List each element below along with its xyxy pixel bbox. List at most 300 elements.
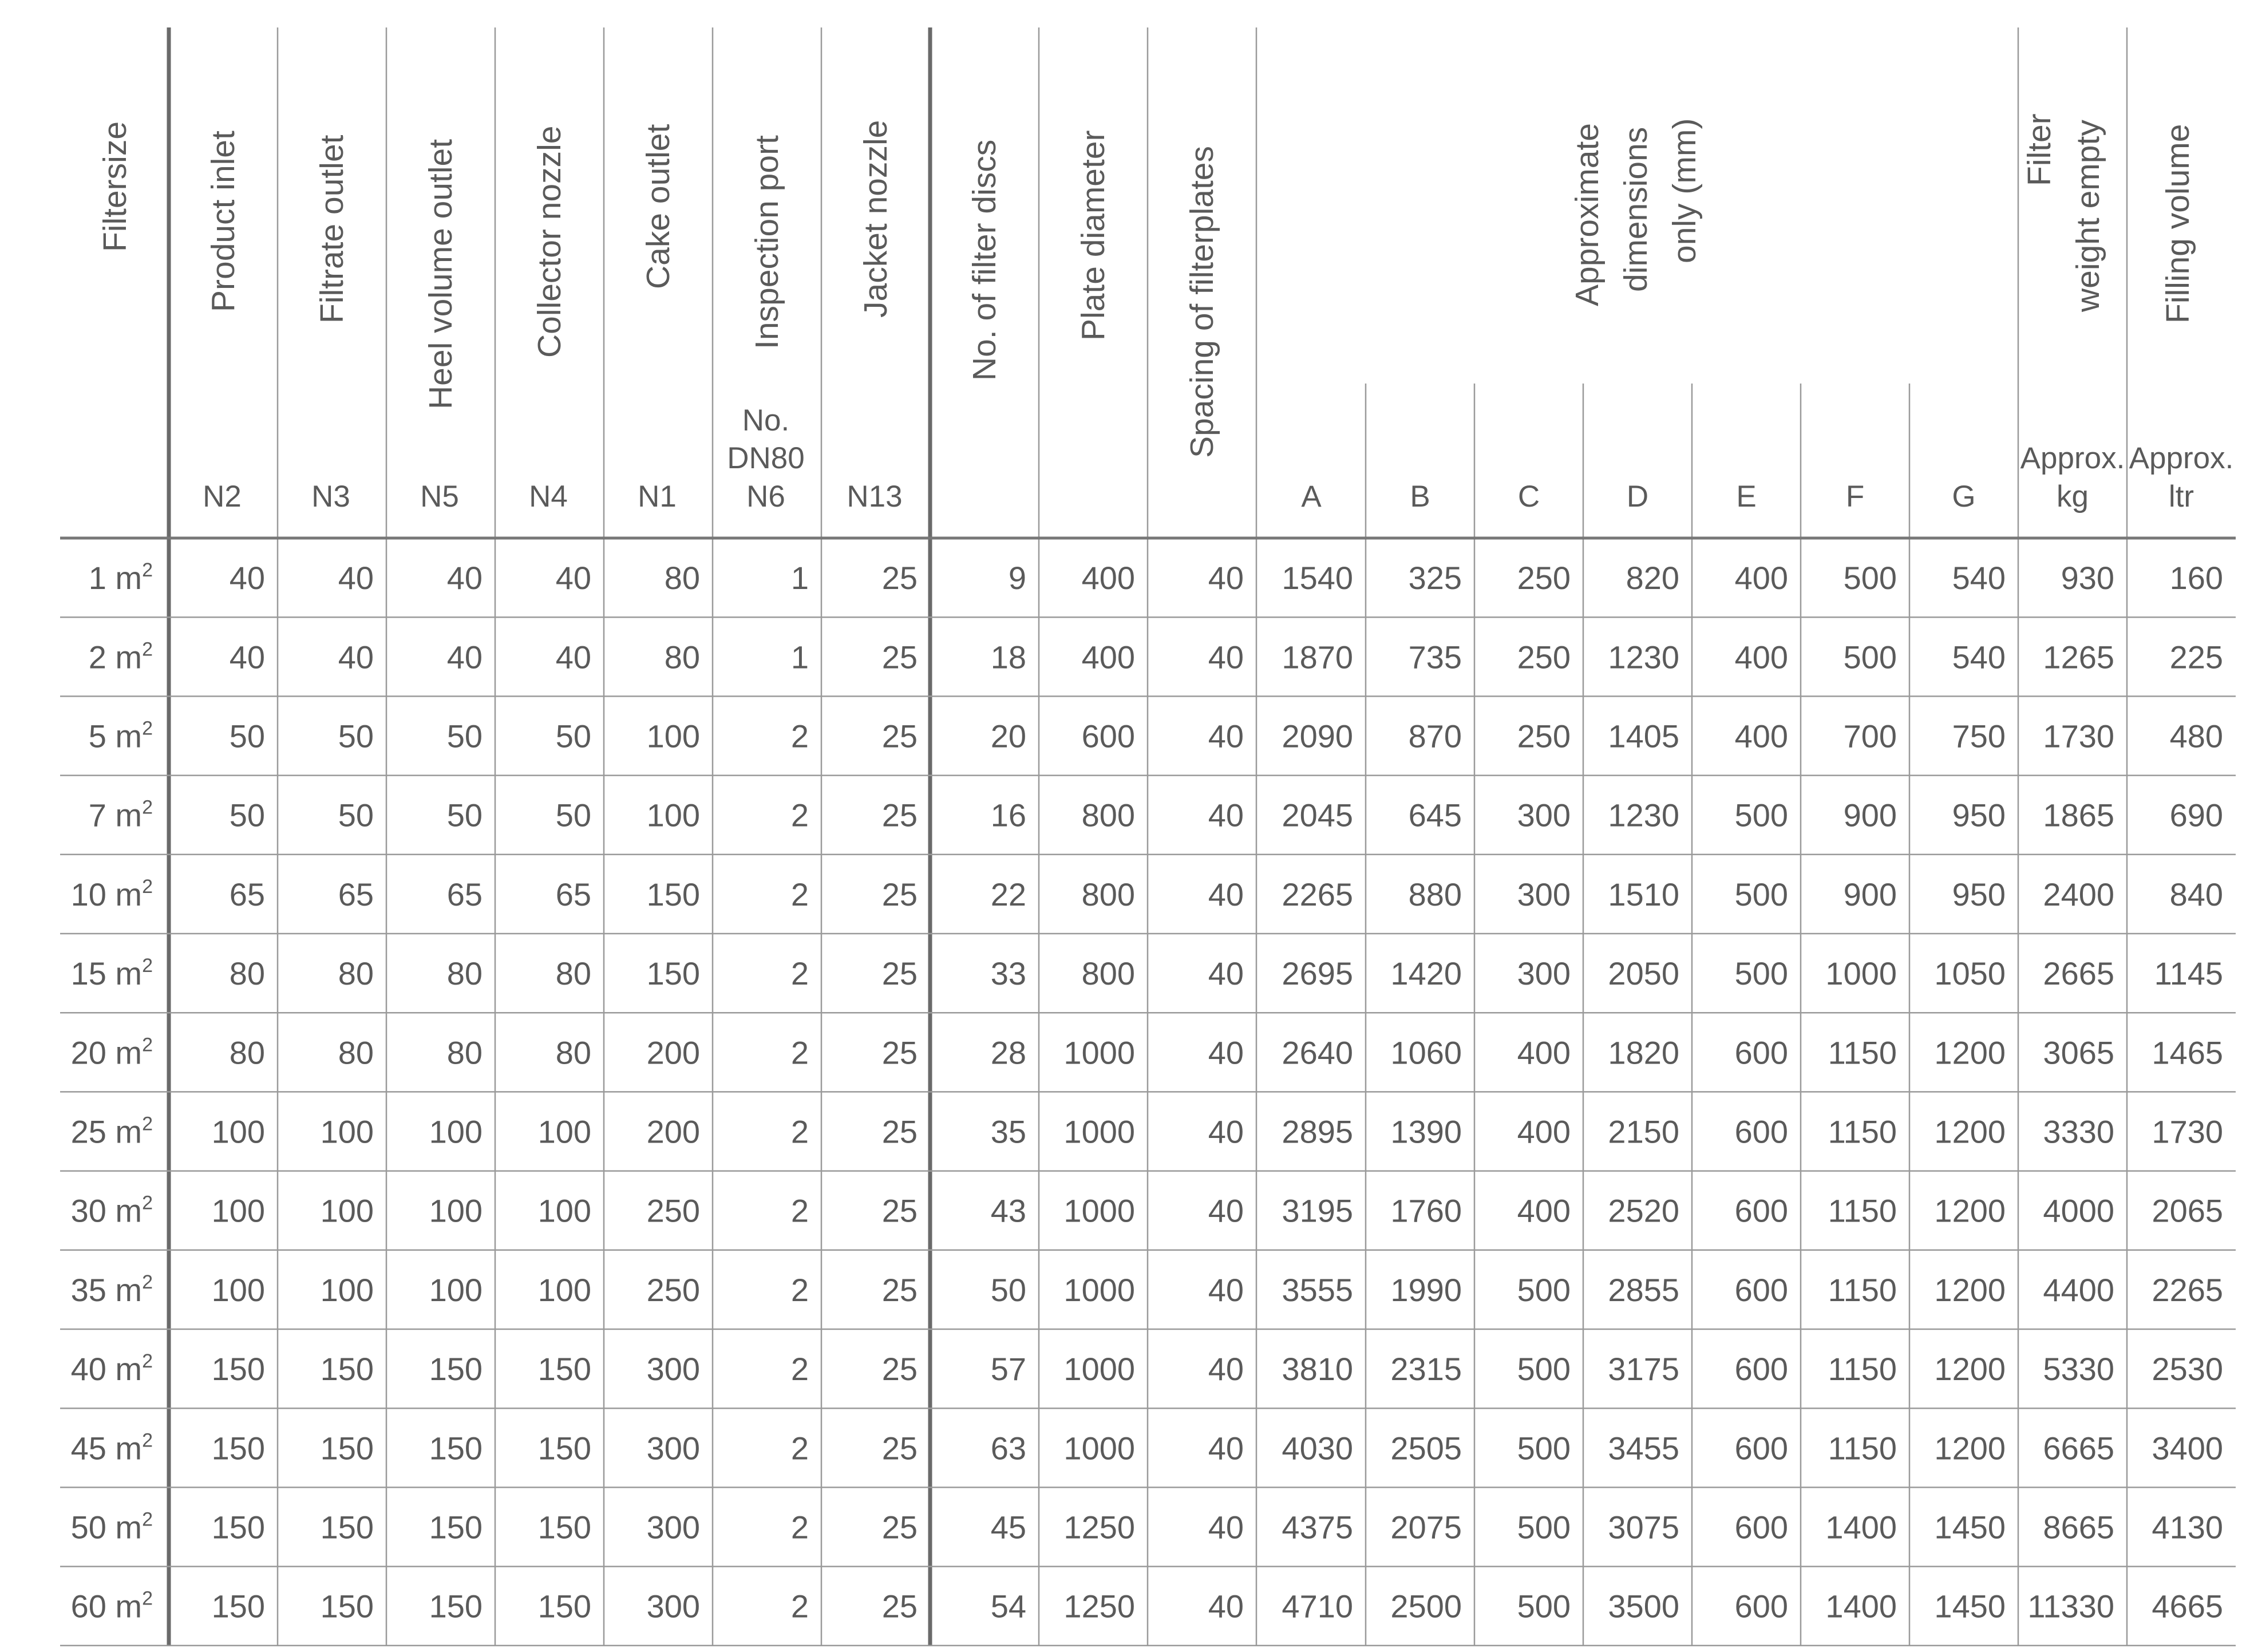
table-cell: 1150 (1828, 1113, 1897, 1150)
table-cell: 300 (1517, 797, 1571, 833)
table-cell: 50 (446, 797, 483, 833)
table-cell: 1230 (1608, 639, 1679, 675)
table-cell: 1465 (2152, 1034, 2223, 1071)
table-cell: 870 (1408, 718, 1462, 754)
table-cell: 1050 (1934, 955, 2006, 992)
subheader-dim-b: B (1410, 480, 1430, 513)
table-cell: 500 (1843, 639, 1897, 675)
subheader-volume-approx: Approx. (2129, 441, 2234, 475)
table-cell: 40 (1208, 560, 1244, 596)
table-cell: 1 (790, 560, 809, 596)
table-cell: 11330 (2027, 1588, 2114, 1625)
header-filter-weight-line2: weight empty (2070, 120, 2106, 312)
cell-filtersize: 50 $m^2$ (70, 1508, 153, 1546)
table-cell: 40 (446, 639, 483, 675)
table-cell: 1200 (1934, 1271, 2006, 1308)
table-cell: 4710 (1282, 1588, 1353, 1625)
table-cell: 400 (1517, 1192, 1571, 1229)
table-cell: 2 (790, 1192, 809, 1229)
table-cell: 40 (555, 560, 591, 596)
table-cell: 50 (990, 1271, 1026, 1308)
subheader-dim-e: E (1736, 480, 1757, 513)
table-cell: 80 (555, 1034, 591, 1071)
table-cell: 600 (1734, 1192, 1788, 1229)
table-cell: 63 (990, 1430, 1026, 1467)
header-product-inlet: Product inlet (205, 131, 242, 312)
cell-filtersize: 7 $m^2$ (88, 796, 153, 833)
table-cell: 500 (1517, 1351, 1571, 1388)
table-cell: 2 (790, 797, 809, 833)
table-cell: 40 (1208, 1430, 1244, 1467)
table-cell: 40 (1208, 1509, 1244, 1546)
subheader-dim-f: F (1845, 480, 1865, 513)
table-cell: 40 (1208, 1034, 1244, 1071)
table-cell: 54 (990, 1588, 1026, 1625)
table-cell: 2 (790, 1509, 809, 1546)
table-cell: 1060 (1390, 1034, 1462, 1071)
table-cell: 950 (1952, 797, 2006, 833)
table-cell: 150 (320, 1351, 374, 1388)
table-cell: 700 (1843, 718, 1897, 754)
table-cell: 3175 (1608, 1351, 1679, 1388)
table-cell: 25 (881, 797, 918, 833)
table-cell: 500 (1517, 1430, 1571, 1467)
table-cell: 200 (646, 1034, 700, 1071)
table-cell: 150 (320, 1588, 374, 1625)
table-cell: 1450 (1934, 1588, 2006, 1625)
table-cell: 400 (1517, 1113, 1571, 1150)
table-cell: 150 (537, 1588, 591, 1625)
table-cell: 3330 (2043, 1113, 2114, 1150)
table-cell: 200 (646, 1113, 700, 1150)
table-cell: 40 (1208, 876, 1244, 912)
table-cell: 1990 (1390, 1271, 1462, 1308)
table-cell: 500 (1517, 1271, 1571, 1308)
table-cell: 150 (646, 955, 700, 992)
table-cell: 1540 (1282, 560, 1353, 596)
table-cell: 100 (646, 718, 700, 754)
table-cell: 16 (990, 797, 1026, 833)
table-cell: 1730 (2152, 1113, 2223, 1150)
table-cell: 4030 (1282, 1430, 1353, 1467)
table-cell: 2640 (1282, 1034, 1353, 1071)
table-cell: 300 (646, 1588, 700, 1625)
table-cell: 2315 (1390, 1351, 1462, 1388)
table-cell: 1865 (2043, 797, 2114, 833)
table-cell: 600 (1734, 1351, 1788, 1388)
table-cell: 5330 (2043, 1351, 2114, 1388)
table-cell: 8665 (2043, 1509, 2114, 1546)
table-cell: 2 (790, 1430, 809, 1467)
table-cell: 2065 (2152, 1192, 2223, 1229)
table-cell: 150 (429, 1351, 483, 1388)
table-cell: 645 (1408, 797, 1462, 833)
header-plate-diameter: Plate diameter (1075, 130, 1112, 341)
table-cell: 2 (790, 1034, 809, 1071)
table-cell: 150 (211, 1430, 265, 1467)
table-cell: 100 (211, 1271, 265, 1308)
table-cell: 1820 (1608, 1034, 1679, 1071)
table-cell: 2265 (2152, 1271, 2223, 1308)
table-cell: 1150 (1828, 1271, 1897, 1308)
table-cell: 1200 (1934, 1192, 2006, 1229)
table-cell: 160 (2169, 560, 2223, 596)
table-cell: 40 (555, 639, 591, 675)
table-cell: 3555 (1282, 1271, 1353, 1308)
header-heel-volume-outlet: Heel volume outlet (422, 139, 459, 409)
table-cell: 2665 (2043, 955, 2114, 992)
table-cell: 600 (1734, 1271, 1788, 1308)
table-cell: 1400 (1825, 1588, 1897, 1625)
table-cell: 3400 (2152, 1430, 2223, 1467)
table-cell: 500 (1517, 1509, 1571, 1546)
table-cell: 100 (429, 1113, 483, 1150)
table-cell: 80 (555, 955, 591, 992)
table-cell: 50 (338, 797, 374, 833)
table-cell: 500 (1843, 560, 1897, 596)
subheader-dim-g: G (1952, 480, 1976, 513)
table-cell: 500 (1734, 955, 1788, 992)
table-cell: 4130 (2152, 1509, 2223, 1546)
table-cell: 500 (1734, 797, 1788, 833)
table-cell: 750 (1952, 718, 2006, 754)
header-no-filter-discs: No. of filter discs (966, 139, 1003, 381)
table-cell: 1200 (1934, 1113, 2006, 1150)
table-cell: 150 (429, 1430, 483, 1467)
table-cell: 300 (1517, 876, 1571, 912)
table-cell: 1200 (1934, 1351, 2006, 1388)
table-cell: 2 (790, 1113, 809, 1150)
cell-filtersize: 2 $m^2$ (88, 638, 153, 675)
table-cell: 80 (664, 560, 700, 596)
table-cell: 25 (881, 1034, 918, 1071)
subheader-n1: N1 (638, 480, 677, 513)
table-cell: 35 (990, 1113, 1026, 1150)
table-cell: 25 (881, 1113, 918, 1150)
table-cell: 2 (790, 718, 809, 754)
table-cell: 25 (881, 955, 918, 992)
table-cell: 1000 (1063, 1113, 1135, 1150)
table-cell: 1150 (1828, 1430, 1897, 1467)
table-cell: 820 (1626, 560, 1679, 596)
table-cell: 100 (320, 1113, 374, 1150)
table-cell: 1150 (1828, 1351, 1897, 1388)
table-cell: 4665 (2152, 1588, 2223, 1625)
table-cell: 2855 (1608, 1271, 1679, 1308)
subheader-dn80: DN80 (727, 441, 805, 475)
cell-filtersize: 40 $m^2$ (70, 1350, 153, 1388)
table-cell: 150 (429, 1588, 483, 1625)
table-cell: 25 (881, 718, 918, 754)
table-cell: 1000 (1825, 955, 1897, 992)
table-cell: 25 (881, 876, 918, 912)
table-cell: 600 (1734, 1430, 1788, 1467)
table-cell: 930 (2061, 560, 2114, 596)
table-cell: 50 (446, 718, 483, 754)
cell-filtersize: 35 $m^2$ (70, 1271, 153, 1308)
table-cell: 100 (211, 1192, 265, 1229)
table-cell: 480 (2169, 718, 2223, 754)
table-cell: 22 (990, 876, 1026, 912)
header-spacing-filterplates: Spacing of filterplates (1184, 146, 1220, 458)
table-cell: 33 (990, 955, 1026, 992)
table-cell: 1250 (1063, 1588, 1135, 1625)
table-cell: 80 (229, 1034, 265, 1071)
table-cell: 540 (1952, 639, 2006, 675)
table-cell: 1 (790, 639, 809, 675)
table-cell: 2045 (1282, 797, 1353, 833)
table-cell: 2400 (2043, 876, 2114, 912)
table-cell: 25 (881, 1588, 918, 1625)
table-cell: 400 (1734, 560, 1788, 596)
table-cell: 250 (1517, 560, 1571, 596)
table-cell: 40 (1208, 718, 1244, 754)
cell-filtersize: 10 $m^2$ (70, 875, 153, 912)
table-cell: 25 (881, 560, 918, 596)
table-cell: 1000 (1063, 1192, 1135, 1229)
table-cell: 150 (537, 1430, 591, 1467)
table-cell: 800 (1081, 876, 1135, 912)
table-cell: 300 (646, 1351, 700, 1388)
table-cell: 950 (1952, 876, 2006, 912)
table-cell: 1150 (1828, 1192, 1897, 1229)
subheader-n4: N4 (529, 480, 568, 513)
table-cell: 2500 (1390, 1588, 1462, 1625)
table-cell: 1510 (1608, 876, 1679, 912)
header-jacket-nozzle: Jacket nozzle (857, 120, 894, 318)
table-cell: 100 (429, 1271, 483, 1308)
table-cell: 1400 (1825, 1509, 1897, 1546)
table-row (89, 638, 2223, 675)
table-cell: 150 (537, 1351, 591, 1388)
subheader-n5: N5 (420, 480, 459, 513)
table-cell: 1000 (1063, 1034, 1135, 1071)
table-grid (60, 27, 2236, 1646)
table-cell: 1265 (2043, 639, 2114, 675)
table-cell: 25 (881, 639, 918, 675)
table-cell: 325 (1408, 560, 1462, 596)
table-cell: 150 (211, 1588, 265, 1625)
cell-filtersize: 20 $m^2$ (70, 1034, 153, 1071)
table-cell: 250 (646, 1192, 700, 1229)
table-cell: 800 (1081, 797, 1135, 833)
table-cell: 2 (790, 955, 809, 992)
table-cell: 690 (2169, 797, 2223, 833)
table-cell: 100 (429, 1192, 483, 1229)
table-cell: 40 (1208, 1271, 1244, 1308)
table-cell: 2530 (2152, 1351, 2223, 1388)
table-cell: 250 (646, 1271, 700, 1308)
table-cell: 1870 (1282, 639, 1353, 675)
table-cell: 25 (881, 1509, 918, 1546)
table-cell: 150 (320, 1509, 374, 1546)
table-cell: 40 (1208, 1113, 1244, 1150)
table-cell: 150 (320, 1430, 374, 1467)
table-cell: 400 (1081, 639, 1135, 675)
cell-filtersize: 5 $m^2$ (88, 717, 153, 754)
header-filter-weight-line1: Filter (2021, 113, 2058, 186)
table-cell: 9 (1008, 560, 1026, 596)
table-cell: 1250 (1063, 1509, 1135, 1546)
table-cell: 100 (537, 1271, 591, 1308)
table-cell: 2 (790, 876, 809, 912)
header-filling-volume: Filling volume (2160, 124, 2196, 323)
table-cell: 100 (646, 797, 700, 833)
table-cell: 400 (1517, 1034, 1571, 1071)
table-cell: 2090 (1282, 718, 1353, 754)
table-cell: 80 (229, 955, 265, 992)
table-cell: 25 (881, 1430, 918, 1467)
table-cell: 1200 (1934, 1034, 2006, 1071)
header-approx-dims-line1: Approximate (1569, 123, 1606, 306)
cell-filtersize: 45 $m^2$ (70, 1429, 153, 1467)
table-cell: 2050 (1608, 955, 1679, 992)
table-cell: 2520 (1608, 1192, 1679, 1229)
header-approx-dims-line3: only (mm) (1666, 118, 1703, 263)
subheader-dim-c: C (1517, 480, 1540, 513)
table-cell: 1150 (1828, 1034, 1897, 1071)
table-cell: 150 (646, 876, 700, 912)
table-cell: 1450 (1934, 1509, 2006, 1546)
table-cell: 40 (1208, 1588, 1244, 1625)
subheader-n6: N6 (746, 480, 785, 513)
subheader-dim-d: D (1626, 480, 1649, 513)
table-cell: 100 (537, 1113, 591, 1150)
table-cell: 25 (881, 1351, 918, 1388)
table-cell: 3455 (1608, 1430, 1679, 1467)
subheader-weight-kg: kg (2057, 480, 2089, 513)
subheader-volume-ltr: ltr (2168, 480, 2194, 513)
table-cell: 80 (338, 1034, 374, 1071)
table-cell: 900 (1843, 876, 1897, 912)
table-cell: 40 (446, 560, 483, 596)
table-row (89, 797, 2223, 833)
table-cell: 840 (2169, 876, 2223, 912)
table-cell: 40 (229, 639, 265, 675)
table-cell: 57 (990, 1351, 1026, 1388)
table-cell: 3810 (1282, 1351, 1353, 1388)
table-cell: 40 (1208, 1192, 1244, 1229)
subheader-n13: N13 (847, 480, 903, 513)
subheader-dim-a: A (1301, 480, 1322, 513)
cell-filtersize: 25 $m^2$ (70, 1113, 153, 1150)
table-cell: 400 (1734, 639, 1788, 675)
table-cell: 4375 (1282, 1509, 1353, 1546)
table-cell: 800 (1081, 955, 1135, 992)
table-cell: 600 (1734, 1588, 1788, 1625)
table-cell: 300 (646, 1430, 700, 1467)
header-approx-dims-line2: dimensions (1618, 127, 1654, 292)
table-cell: 28 (990, 1034, 1026, 1071)
table-cell: 6665 (2043, 1430, 2114, 1467)
table-cell: 100 (320, 1271, 374, 1308)
table-cell: 4000 (2043, 1192, 2114, 1229)
table-cell: 1405 (1608, 718, 1679, 754)
table-cell: 400 (1734, 718, 1788, 754)
table-cell: 2 (790, 1271, 809, 1308)
subheader-weight-approx: Approx. (2020, 441, 2125, 475)
table-cell: 2075 (1390, 1509, 1462, 1546)
table-cell: 50 (338, 718, 374, 754)
table-cell: 2695 (1282, 955, 1353, 992)
table-cell: 80 (338, 955, 374, 992)
table-cell: 40 (1208, 639, 1244, 675)
table-cell: 150 (211, 1351, 265, 1388)
table-cell: 25 (881, 1192, 918, 1229)
table-cell: 3500 (1608, 1588, 1679, 1625)
table-cell: 500 (1517, 1588, 1571, 1625)
table-cell: 150 (211, 1509, 265, 1546)
table-cell: 80 (446, 955, 483, 992)
table-cell: 80 (446, 1034, 483, 1071)
table-cell: 40 (229, 560, 265, 596)
table-cell: 600 (1734, 1509, 1788, 1546)
table-cell: 18 (990, 639, 1026, 675)
table-cell: 40 (1208, 1351, 1244, 1388)
table-cell: 40 (338, 639, 374, 675)
table-cell: 735 (1408, 639, 1462, 675)
table-cell: 50 (555, 718, 591, 754)
table-cell: 250 (1517, 639, 1571, 675)
table-cell: 600 (1081, 718, 1135, 754)
table-cell: 1760 (1390, 1192, 1462, 1229)
table-cell: 1000 (1063, 1351, 1135, 1388)
table-cell: 4400 (2043, 1271, 2114, 1308)
table-cell: 20 (990, 718, 1026, 754)
table-cell: 45 (990, 1509, 1026, 1546)
cell-filtersize: 60 $m^2$ (70, 1587, 153, 1625)
table-cell: 1200 (1934, 1430, 2006, 1467)
table-cell: 50 (229, 718, 265, 754)
table-cell: 3195 (1282, 1192, 1353, 1229)
table-cell: 40 (1208, 797, 1244, 833)
table-cell: 43 (990, 1192, 1026, 1229)
subheader-n2: N2 (203, 480, 242, 513)
table-cell: 65 (555, 876, 591, 912)
table-cell: 400 (1081, 560, 1135, 596)
table-cell: 1000 (1063, 1271, 1135, 1308)
header-inspection-port: Inspection port (749, 135, 785, 349)
table-cell: 100 (320, 1192, 374, 1229)
table-cell: 1730 (2043, 718, 2114, 754)
table-cell: 1145 (2154, 955, 2223, 992)
table-cell: 80 (664, 639, 700, 675)
table-row (89, 718, 2223, 754)
subheader-no: No. (742, 404, 790, 437)
table-cell: 100 (211, 1113, 265, 1150)
table-cell: 2265 (1282, 876, 1353, 912)
table-cell: 65 (229, 876, 265, 912)
cell-filtersize: 15 $m^2$ (70, 955, 153, 992)
table-cell: 100 (537, 1192, 591, 1229)
table-cell: 65 (338, 876, 374, 912)
table-cell: 300 (646, 1509, 700, 1546)
header-cake-outlet: Cake outlet (640, 124, 677, 289)
table-cell: 1000 (1063, 1430, 1135, 1467)
table-cell: 2150 (1608, 1113, 1679, 1150)
cell-filtersize: 1 $m^2$ (88, 559, 153, 596)
table-row (89, 559, 2223, 596)
table-cell: 900 (1843, 797, 1897, 833)
subheader-n3: N3 (311, 480, 350, 513)
table-header (97, 113, 2196, 458)
header-collector-nozzle: Collector nozzle (531, 125, 568, 358)
table-cell: 40 (338, 560, 374, 596)
table-cell: 600 (1734, 1034, 1788, 1071)
table-cell: 1230 (1608, 797, 1679, 833)
table-cell: 25 (881, 1271, 918, 1308)
table-cell: 500 (1734, 876, 1788, 912)
